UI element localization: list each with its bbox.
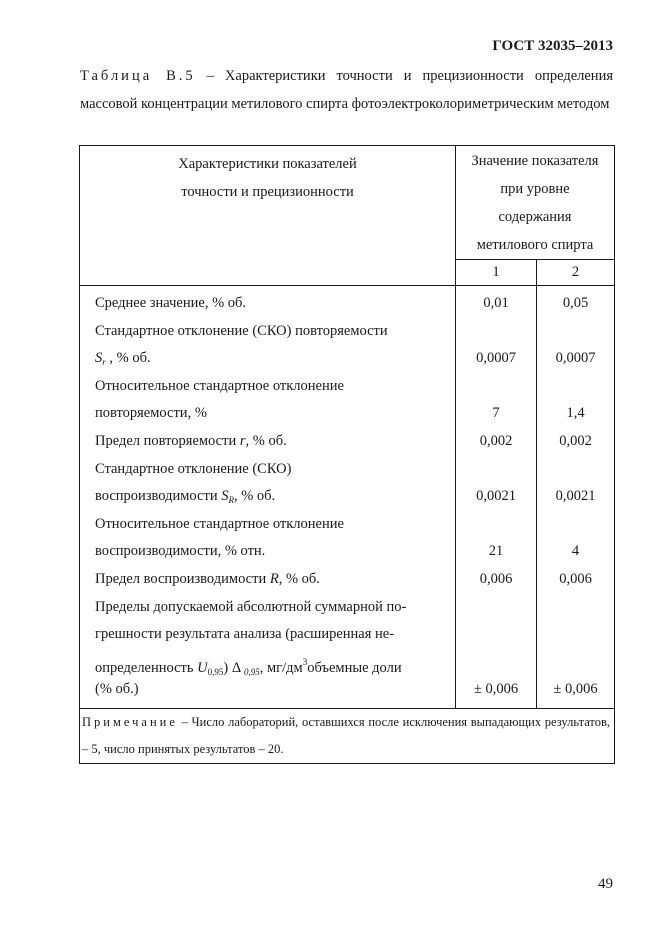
table-caption-label: Таблица В.5 [80,68,196,84]
row-value [537,594,614,622]
row-value [456,373,536,401]
column-header-line: при уровне [500,181,570,197]
labels-column [80,286,456,709]
row-value: 0,01 [483,295,509,311]
row-value: ± 0,006 [553,681,598,698]
row-label: (% об.) [95,681,139,698]
row-label: Предел воспроизводимости R, % об. [95,570,320,587]
row-value: 0,002 [559,432,592,449]
row-value [537,318,614,346]
values-column-1 [456,286,537,709]
row-value: 0,0007 [555,350,596,367]
row-value: 0,006 [479,570,513,587]
row-value: 1,4 [566,405,585,422]
row-label: определенность $U_{0,95}$) Δ $_{0,95}$, $мг/дм^3объемные$ доли [95,656,402,677]
table-caption-text: – Характеристики точности и прецизионности определения массовой концентрации метилового спирта фотоэлектроколориметрическим методом [80,68,613,112]
table-caption [80,62,613,118]
column-header-line: Значение показателя [471,153,599,169]
column-header-line: Характеристики показателей [178,156,357,172]
symbol-r-upper: R [269,570,279,587]
row-value: 0,0021 [476,488,516,505]
row-value [537,373,614,401]
row-value: 21 [488,543,504,560]
row-label: грешности результата анализа (расширенная не- [95,626,395,643]
row-value: 0,0007 [476,350,516,367]
row-label: Среднее значение, % об. [95,295,247,311]
row-value [456,456,536,484]
column-header-value [456,146,615,260]
row-value [537,456,614,484]
row-value [456,649,536,677]
column-number-1: 1 [456,260,537,286]
table-note [80,708,615,763]
row-label: Стандартное отклонение (СКО) [95,460,292,477]
row-label: воспроизводимости $S_R$, % об. [95,488,276,506]
symbol-u: U [197,659,208,676]
table-note-text: – Число лабораторий, оставшихся после исключения выпадающих результатов, – 5, число принятых результатов – 20. [82,714,610,756]
document-code: ГОСТ 32035–2013 [492,38,613,54]
column-header-characteristics [80,146,456,286]
symbol-s: S [221,488,229,505]
row-value [537,621,614,649]
row-label: Предел повторяемости r, % об. [95,432,287,449]
row-label: Стандартное отклонение (СКО) повторяемости [95,322,388,339]
values-column-2 [537,286,615,709]
column-header-line: содержания [498,209,572,225]
row-value [456,594,536,622]
row-value: 4 [571,543,580,560]
row-value [456,511,536,539]
symbol-s: S [95,350,103,367]
symbol-r: r [239,432,246,449]
column-header-line: метилового спирта [476,237,594,253]
row-label: повторяемости, % [95,405,207,422]
column-header-line: точности и прецизионности [181,184,354,200]
row-label: Относительное стандартное отклонение [95,515,344,532]
row-label: Пределы допускаемой абсолютной суммарной по- [95,598,407,615]
row-value [456,621,536,649]
row-label: $S_r$ , % об. [95,350,151,368]
accuracy-table [79,145,615,764]
row-value: ± 0,006 [473,681,519,698]
row-value [456,318,536,346]
row-value [537,649,614,677]
table-note-title: Примечание [82,714,178,729]
row-value: 0,05 [562,295,589,311]
row-value: 0,0021 [555,488,596,505]
row-value: 0,006 [559,570,592,587]
row-value: 7 [492,405,500,422]
row-value [537,511,614,539]
row-label: воспроизводимости, % отн. [95,543,266,560]
column-number-2: 2 [537,260,615,286]
row-label: Относительное стандартное отклонение [95,377,344,394]
row-value: 0,002 [479,432,513,449]
page-number: 49 [598,876,613,892]
